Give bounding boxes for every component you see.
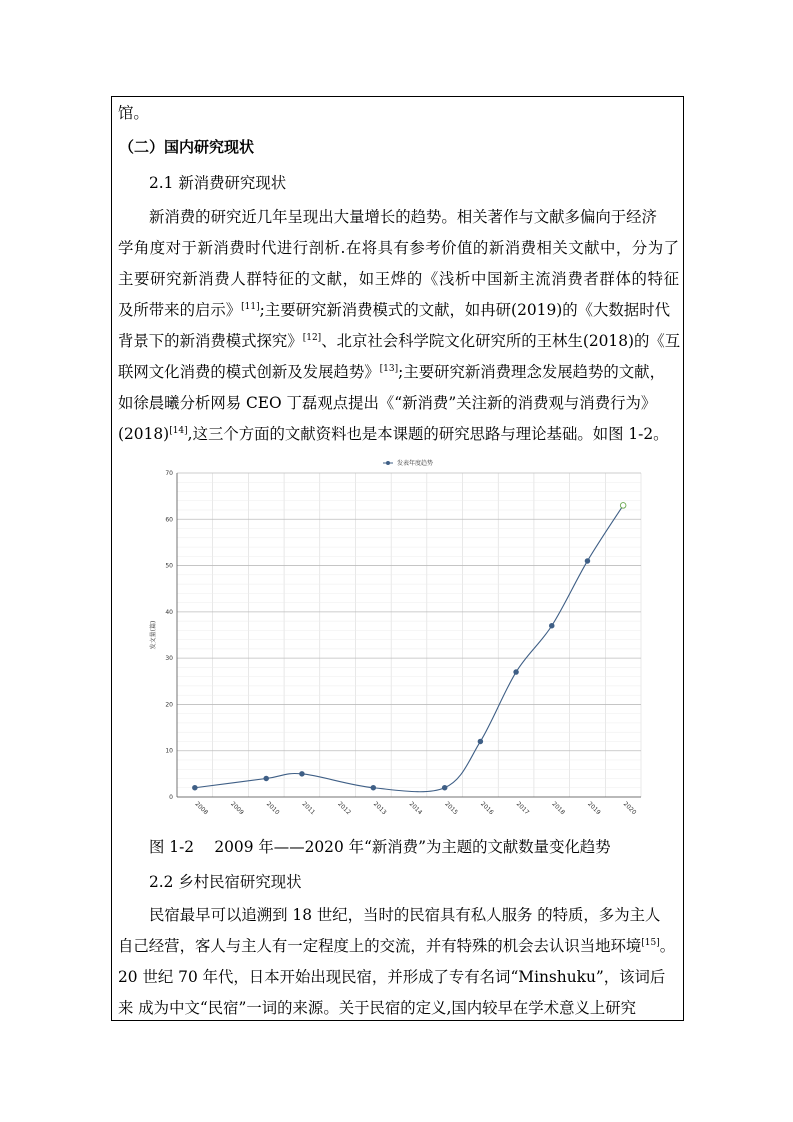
paragraph-line: 如徐晨曦分析网易 CEO 丁磊观点提出《“新消费”关注新的消费观与消费行为》 — [118, 394, 657, 412]
paragraph-line: 及所带来的启示》[11];主要研究新消费模式的文献，如冉研(2019)的《大数据时代 — [118, 301, 670, 319]
section-heading: （二）国内研究现状 — [119, 138, 255, 156]
paragraph-line: 来 成为中文“民宿”一词的来源。关于民宿的定义,国内较早在学术意义上研究 — [118, 999, 637, 1017]
paragraph-line: 20 世纪 70 年代，日本开始出现民宿，并形成了专有名词“Minshuku”，该词后 — [118, 968, 666, 986]
data-point — [371, 785, 376, 790]
x-tick-label: 2010 — [264, 800, 281, 817]
x-tick-label: 2015 — [443, 800, 460, 817]
data-point — [264, 776, 269, 781]
y-axis-label: 发文量(篇) — [150, 620, 157, 650]
series-line — [195, 505, 623, 791]
y-tick-label: 50 — [165, 562, 173, 570]
legend-marker — [386, 461, 390, 465]
y-tick-label: 10 — [165, 747, 173, 755]
x-tick-label: 2020 — [621, 800, 638, 817]
y-tick-label: 60 — [165, 516, 173, 524]
data-point — [193, 785, 198, 790]
x-tick-label: 2019 — [586, 800, 602, 817]
x-tick-label: 2018 — [550, 800, 567, 817]
y-tick-label: 20 — [165, 701, 173, 709]
subsection-title-2-1: 2.1 新消费研究现状 — [149, 174, 287, 192]
trend-chart — [141, 458, 651, 823]
data-point — [549, 623, 554, 628]
x-tick-label: 2009 — [229, 800, 245, 817]
x-tick-label: 2017 — [514, 800, 531, 817]
x-tick-label: 2008 — [193, 800, 210, 817]
y-tick-label: 0 — [169, 794, 173, 801]
y-tick-label: 70 — [165, 470, 173, 477]
x-tick-label: 2011 — [300, 800, 317, 817]
data-point — [478, 739, 483, 744]
x-tick-label: 2016 — [478, 800, 495, 817]
paragraph-line: 民宿最早可以追溯到 18 世纪，当时的民宿具有私人服务 的特质，多为主人 — [149, 906, 661, 924]
data-point — [300, 772, 305, 777]
paragraph-line: 联网文化消费的模式创新及发展趋势》[13];主要研究新消费理念发展趋势的文献， — [118, 363, 665, 381]
legend-label: 发表年度趋势 — [397, 460, 434, 467]
paragraph-tail: 馆。 — [118, 104, 149, 122]
paragraph-line: 新消费的研究近几年呈现出大量增长的趋势。相关著作与文献多偏向于经济 — [149, 208, 657, 226]
figure-caption: 图 1-2 2009 年——2020 年“新消费”为主题的文献数量变化趋势 — [149, 838, 611, 856]
y-tick-label: 30 — [165, 655, 173, 663]
data-point — [620, 503, 626, 509]
x-tick-label: 2013 — [371, 800, 388, 817]
paragraph-line: 背景下的新消费模式探究》[12]、北京社会科学院文化研究所的王林生(2018)的《互 — [118, 332, 681, 350]
legend — [383, 459, 433, 467]
data-point — [442, 785, 447, 790]
paragraph-line: 自己经营，客人与主人有一定程度上的交流，并有特殊的机会去认识当地环境[15]。 — [118, 937, 676, 955]
data-point — [514, 670, 519, 675]
x-tick-label: 2012 — [336, 800, 352, 817]
subsection-title-2-2: 2.2 乡村民宿研究现状 — [149, 873, 302, 891]
data-point — [585, 559, 590, 564]
paragraph-line: (2018)[14],这三个方面的文献资料也是本课题的研究思路与理论基础。如图 1-2。 — [118, 425, 669, 443]
y-tick-label: 40 — [165, 608, 173, 616]
paragraph-line: 主要研究新消费人群特征的文献，如王烨的《浅析中国新主流消费者群体的特征 — [118, 270, 679, 288]
x-tick-label: 2014 — [407, 800, 424, 817]
paragraph-line: 学角度对于新消费时代进行剖析.在将具有参考价值的新消费相关文献中，分为了 — [118, 239, 679, 257]
document-frame — [111, 96, 684, 1021]
